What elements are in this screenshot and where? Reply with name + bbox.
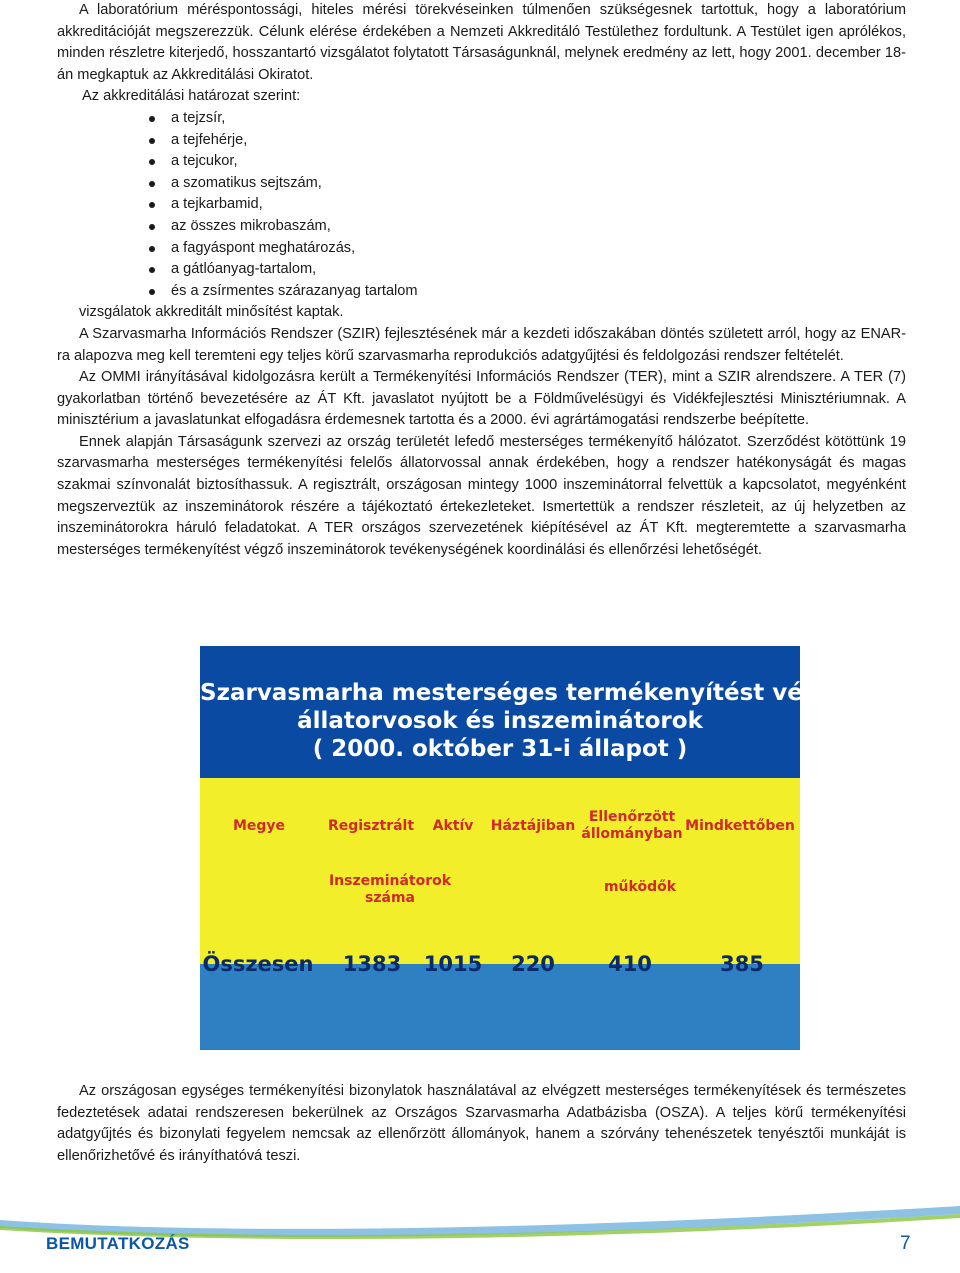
paragraph-ter: Az OMMI irányításával kidolgozásra került a Termékenyítési Információs Rendszer (TER), mint a SZIR alrendszere. A TER (7) gyakorlatban történő bevezetésére az ÁT Kft. javaslatot nyújtott be a Földművelésügyi és Vidékfejlesztési Minisztériumnak. A minisztérium a javaslatunkat elfogadásra érdemesnek tartotta és a 2000. évi agrártámogatási rendszerbe beépítette. — [57, 369, 906, 429]
header-mukodok: működők — [603, 878, 677, 895]
list-item: az összes mikrobaszám, — [149, 216, 906, 238]
total-mindketto: 385 — [720, 952, 764, 976]
header-regisztralt: Regisztrált — [327, 817, 415, 834]
bullet-icon — [149, 138, 155, 144]
bullet-icon — [149, 224, 155, 230]
list-intro: Az akkreditálási határozat szerint: — [82, 88, 301, 105]
bullet-icon — [149, 289, 155, 295]
bullet-icon — [149, 267, 155, 273]
total-haztajiban: 220 — [511, 952, 555, 976]
bullet-icon — [149, 181, 155, 187]
paragraph-network: Ennek alapján Társaságunk szervezi az ország területét lefedő mesterséges termékenyítő hálózatot. Szerződést kötöttünk 19 szarvasmarha mesterséges termékenyítési felelős állatorvossal annak érdekében, hogy a rendszer hatékonyságát és magas szakmai színvonalát biztosíthassuk. A regisztrált, országosan mintegy 1000 inszeminátorral felvettük a kapcsolatot, megyénként megszerveztük az inszeminátorok részére a tájékoztató értekezleteket. Ismertettük a rendszer részleteit, az új helyzetben az inszeminátorokra háruló feladatokat. A TER országos szervezetének kiépítésével az ÁT Kft. megteremtette a szarvasmarha mesterséges termékenyítést végző inszeminátorok tevékenységének koordinálási és ellenőrzési lehetőségét. — [57, 433, 906, 558]
table-title-line: Szarvasmarha mesterséges termékenyítést végző — [200, 680, 849, 706]
list-item: a tejzsír, — [149, 108, 906, 130]
list-item: a tejcukor, — [149, 151, 906, 173]
list-item: a tejfehérje, — [149, 130, 906, 152]
list-item: a gátlóanyag-tartalom, — [149, 259, 906, 281]
list-item: a fagyáspont meghatározás, — [149, 238, 906, 260]
paragraph-accreditation: A laboratórium méréspontossági, hiteles mérési törekvéseinken túlmenően szükségesnek tartottuk, hogy a laboratórium akkreditációját megszerezzük. Célunk elérése érdekében a Nemzeti Akkreditáló Testülethez fordultunk. A Testület igen aprólékos, minden részletre kiterjedő, hosszantartó vizsgálatot folytatott Társaságunknál, melynek eredmény az lett, hogy 2001. december 18-án megkaptuk az Akkreditálási Okiratot. — [57, 2, 906, 83]
table-title-line: állatorvosok és inszeminátorok — [297, 708, 703, 734]
accreditation-list — [57, 108, 906, 302]
table-title-band — [200, 646, 849, 778]
list-item: és a zsírmentes szárazanyag tartalom — [149, 281, 906, 303]
total-ellenorzott: 410 — [608, 952, 652, 976]
list-item: a szomatikus sejtszám, — [149, 173, 906, 195]
bullet-icon — [149, 116, 155, 122]
header-inszeminatorok-szama: Inszeminátorok száma — [328, 873, 452, 906]
header-ellenorzott: Ellenőrzött állományban — [581, 809, 683, 842]
list-item: a tejkarbamid, — [149, 194, 906, 216]
header-megye: Megye — [232, 817, 286, 834]
inseminator-statistics-table — [200, 646, 849, 1050]
total-regisztralt: 1383 — [342, 952, 402, 976]
header-aktiv: Aktív — [432, 817, 474, 834]
bullet-icon — [149, 246, 155, 252]
total-aktiv: 1015 — [423, 952, 483, 976]
bullet-icon — [149, 159, 155, 165]
footer-section-title: BEMUTATKOZÁS — [46, 1234, 190, 1253]
total-label: Összesen — [202, 952, 314, 976]
paragraph-szir: A Szarvasmarha Információs Rendszer (SZIR) fejlesztésének már a kezdeti időszakában döntés született arról, hogy az ENAR-ra alapozva meg kell teremteni egy teljes körű szarvasmarha reprodukciós adatgyűjtési és feldolgozási rendszer feltételét. — [57, 325, 906, 364]
bullet-icon — [149, 202, 155, 208]
bottom-text-block — [57, 1081, 906, 1167]
paragraph-osza: Az országosan egységes termékenyítési bizonylatok használatával az elvégzett mesterséges termékenyítések és természetes fedeztetések adatai rendszeresen bekerülnek az Országos Szarvasmarha Adatbázisba (OSZA). A teljes körű termékenyítési adatgyűjtés és bizonylati fegyelem nemcsak az ellenőrzött állományok, hanem a szórvány tehenészetek tenyésztői munkáját is ellenőrizhetővé és irányíthatóvá teszi. — [57, 1083, 906, 1164]
top-text-block — [57, 0, 906, 561]
table-title-line: ( 2000. október 31-i állapot ) — [312, 736, 688, 762]
header-mindketto: Mindkettőben — [685, 817, 795, 834]
list-outro: vizsgálatok akkreditált minősítést kaptak. — [79, 304, 344, 321]
table-header-band — [200, 778, 800, 964]
footer-page-number: 7 — [900, 1233, 911, 1254]
header-haztajiban: Háztájiban — [490, 817, 576, 834]
